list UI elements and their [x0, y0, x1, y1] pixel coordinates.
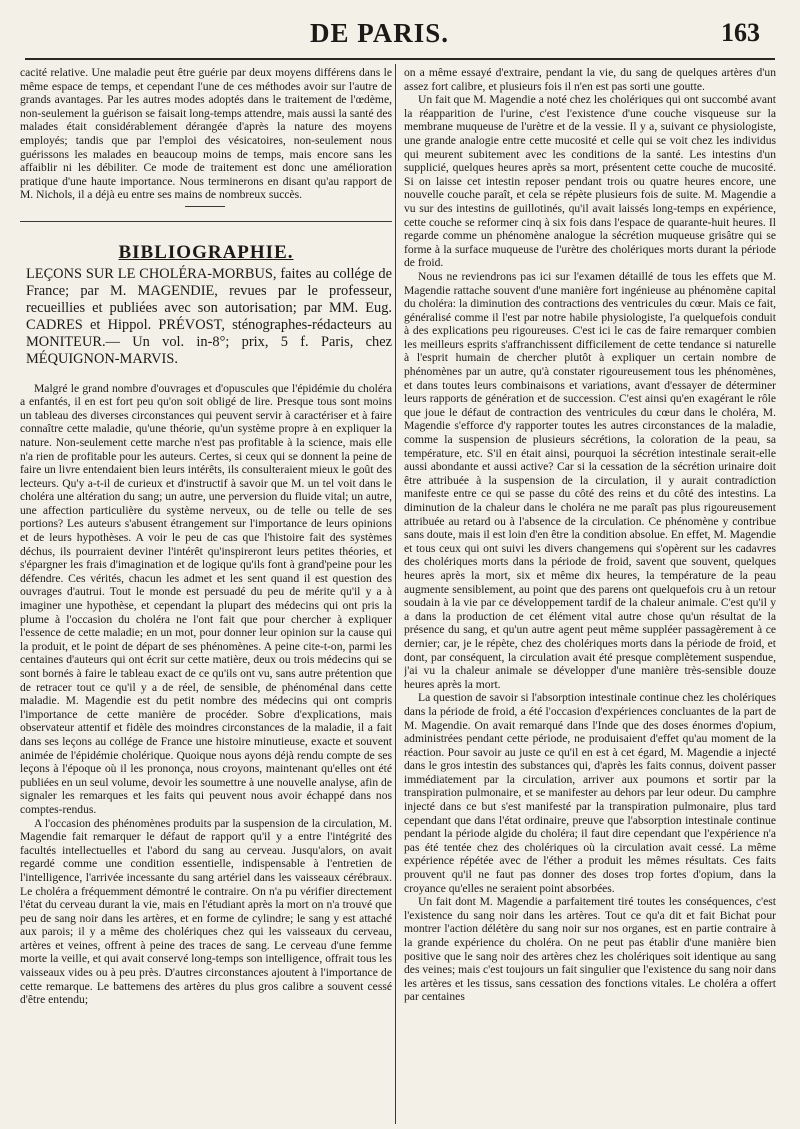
page-number: 163 [721, 18, 760, 47]
section-rule [20, 221, 392, 222]
body-paragraph: on a même essayé d'extraire, pendant la vie, du sang de quelques artères d'un assez fort calibre, et plusieurs fois il n'en est pas sorti une goutte. [404, 66, 776, 93]
body-paragraph: La question de savoir si l'absorption intestinale continue chez les cholériques dans la période de froid, a été l'occasion d'expériences concluantes de la part de M. Magendie. On avait remarqué dans l'Inde que des doses énormes d'opium, administrées pendant cette période, ne produisaient d'effet qu'au moment de la réaction. Pour savoir au juste ce qu'il en est à cet égard, M. Magendie a injecté dans le gros intestin des substances qui, d'après les faits connus, doivent passer immédiatement par la circulation, arriver aux poumons et sortir par la transpiration pulmonaire, et se manifester au dehors par leur odeur. Du camphre injecté dans ce but s'est manifesté par la transpiration pulmonaire, plus tard cependant que dans l'état ordinaire, preuve que l'absorption intestinale continue pendant la période algide du choléra; il faut dire cependant que l'expérience n'a pas été tentée chez des cholériques où la circulation avait cessé. La même expérience répétée avec de l'éther a produit les mêmes résultats. Ces faits prouvent qu'il ne faut pas donner des doses trop fortes d'opium, dans la croyance qu'elles ne seraient point absorbées. [404, 691, 776, 895]
column-divider [395, 64, 396, 1124]
intro-paragraph: cacité relative. Une maladie peut être guérie par deux moyens différens dans le même espace de temps, et cependant l'une de ces méthodes avoir sur l'autre de grands avantages. Par les autres modes adoptés dans le traitement de l'œdème, non-seulement la guérison se faisait long-temps attendre, mais aussi la santé des malades était considérablement dérangée d'après la nature des moyens employés; tandis que par l'emploi des vésicatoires, non-seulement nous guérissons les malades en beaucoup moins de temps, mais encore sans les affaiblir ni les débiliter. Ce mode de traitement est donc une amélioration pratique d'une haute importance. Nous terminerons en disant qu'au rapport de M. Nichols, il a déjà eu entre ses mains de nombreux succès. [20, 66, 392, 202]
masthead: DE PARIS. [310, 18, 450, 48]
short-divider [185, 206, 225, 207]
book-title: LEÇONS SUR LE CHOLÉRA-MORBUS, faites au collége de France; par M. MAGENDIE, revues par le professeur, recueillies et publiées avec son autorisation; par MM. Eug. CADRES et Hippol. PRÉVOST, sténographes-rédacteurs au MONITEUR.— Un vol. in-8°; prix, 5 f. Paris, chez MÉQUIGNON-MARVIS. [26, 265, 392, 367]
right-column [404, 66, 776, 1126]
body-paragraph: Un fait que M. Magendie a noté chez les cholériques qui ont succombé avant la réapparition de l'urine, c'est l'existence d'une couche visqueuse sur la membrane muqueuse de l'urètre et de la vessie. Il y a, suivant ce physiologiste, une grande analogie entre cette mucosité et celle qui se voit chez les individus qui meurent subitement avec les conditions de la santé. Les intestins d'un supplicié, quelques heures après sa mort, présentent cette couche de mucosité. Si on laisse cet intestin reposer pendant trois ou quatre heures encore, une nouvelle couche paraît, et cela se répète plusieurs fois de suite. M. Magendie a vu sur des intestins de guillotinés, qu'il avait laissés long-temps en expérience, cette couche se reformer cinq à six fois dans l'espace de quarante-huit heures. Il regarde comme un phénomène analogue la sécrétion muqueuse grisâtre qui se forme à la surface muqueuse de l'urètre des cholériques morts durant la période de froid. [404, 93, 776, 270]
body-paragraph: Malgré le grand nombre d'ouvrages et d'opuscules que l'épidémie du choléra a enfantés, il en est fort peu qu'on soit obligé de lire. Presque tous sont moins un tableau des diverses circonstances qui peuvent servir à caractériser et à faire connaître cette maladie, qu'une théorie, qu'un système propre à en expliquer la nature. Non-seulement cette marche n'est pas profitable à la science, mais elle n'a rien de profitable pour les auteurs. Certes, si ceux qui se donnent la peine de faire un livre entendaient bien leurs intérêts, ils consulteraient mieux le goût des lecteurs. Qu'y a-t-il de curieux et d'instructif à savoir que M. un tel voit dans le choléra une altération du sang; un autre, une perversion du fluide vital; un autre, une affection particulière du système nerveux, ou de telle ou telle de ses portions? Les auteurs s'abusent étrangement sur l'importance de leurs opinions et de leurs hypothèses. A voir le peu de cas que l'histoire fait des systèmes déchus, ils pourraient deviner l'intérêt qu'inspireront leurs petites théories, et s'épargner les frais d'imagination et de logique qu'ils font à grand'peine pour les défendre. Ces vérités, chacun les admet et les sent quand il est question des ouvrages d'autrui. Tout le monde est persuadé du peu de mérite qu'il y a à imaginer une hypothèse, et cependant la plupart des médecins qui ont pris la plume à l'occasion du choléra ne l'ont fait que pour chercher à expliquer l'essence de cette maladie; en un mot, pour donner leur opinion sur la cause qui la produit, et le point de départ de ses phénomènes. A peine cite-t-on, parmi les centaines d'auteurs qui ont écrit sur cette matière, deux ou trois médecins qui se sont bornés à faire le tableau exact de ce qu'ils ont vu, sans autre prétention que de retracer tout ce qu'il y a de réel, de sensible, de phénoménal dans cette maladie. M. Magendie est du petit nombre des médecins qui ont compris l'importance de cette manière de procéder. Sobre d'explications, mais observateur attentif et fidèle des moindres circonstances de la maladie, il a fait dans ses leçons au collége de France une histoire minutieuse, exacte et souvent animée de l'épidémie cholérique. Quoique nous ayons déjà rendu compte de ses leçons à l'époque où il les prononça, nous croyons, maintenant qu'elles ont été publiées en un seul volume, devoir les soumettre à une nouvelle analyse, afin de signaler les remarques et les faits qui peuvent nous avoir échappé dans nos comptes-rendus. [20, 381, 392, 816]
body-paragraph: Un fait dont M. Magendie a parfaitement tiré toutes les conséquences, c'est l'existence du sang noir dans les artères. Tout ce qu'a dit et fait Bichat pour montrer l'action délétère du sang noir sur nos organes, est en partie contraire à la grande expérience du choléra. On ne peut pas établir d'une manière bien positive que le sang noir des artères chez les cholériques soit identique au sang des veines; mais c'est toujours un fait singulier que l'existence du sang noir dans les artères et les tissus, sans cessation des fonctions vitales. Le choléra a offert par centaines [404, 895, 776, 1004]
body-paragraph: Nous ne reviendrons pas ici sur l'examen détaillé de tous les effets que M. Magendie rattache souvent d'une manière fort ingénieuse au phénomène capital du choléra: la diminution des contractions des ventricules du cœur. Mais ce fait, généralisé comme il l'est par notre habile physiologiste, l'a quelquefois conduit à des explications peu rigoureuses. C'est ici le cas de faire remarquer combien les meilleurs esprits s'affranchissent difficilement de cette tendance si naturelle à l'esprit humain de chercher plutôt à expliquer un certain nombre de phénomènes par un autre, qu'à constater rigoureusement tous les phénomènes, et dans toutes leurs combinaisons et variations, avant d'essayer de déterminer leurs rapports de génération et de succession. C'est ainsi qu'en exagérant le rôle que joue le défaut de contraction des ventricules du cœur dans le choléra, M. Magendie s'efforce d'y rapporter toutes les autres circonstances de la maladie, comme la suspension de plusieurs sécrétions, la coloration de la peau, sa température, etc. S'il en était ainsi, pourquoi la sécrétion intestinale serait-elle aussi abondante et aussi active? Car si la cessation de la sécrétion urinaire doit être attribuée à la suspension de la circulation, il y aurait contradiction manifeste entre ce qui se passe du côté des reins et du côté des intestins. La diminution de la chaleur dans le choléra ne me paraît pas plus rigoureusement attribuée au retard ou à l'absence de la circulation. Ce phénomène y contribue sans doute, mais il est loin d'en être la condition absolue. En effet, M. Magendie et tous ceux qui ont suivi les divers changemens qui s'opèrent sur les cadavres des cholériques morts dans la période de froid, savent que souvent, quelques heures après la mort, six et même dix heures, la température de la peau augmente sensiblement, au point que des parens ont quelquefois cru à un retour soudain à la vie par ce développement tardif de la chaleur animale. C'est qu'il y a dans la production de cet élément vital autre chose qu'un résultat de la présence du sang, et qu'un autre agent peut même suppléer passagèrement à ce dernier; car, je le répète, chez des cholériques morts dans la période de froid, et dont, par conséquent, la circulation avait été presque complètement suspendue, j'ai vu la chaleur animale se développer d'une manière très-sensible douze heures après la mort. [404, 269, 776, 691]
header-rule [25, 58, 775, 60]
body-paragraph: A l'occasion des phénomènes produits par la suspension de la circulation, M. Magendie fait remarquer le défaut de rapport qu'il y a entre l'intégrité des facultés intellectuelles et l'abord du sang au cerveau. Jusqu'alors, on avait regardé comme une condition essentielle, indispensable à l'entretien de l'intelligence, l'arrivée incessante du sang artériel dans les vaisseaux cérébraux. Le choléra a fréquemment démontré le contraire. On n'a pu vérifier directement l'état du cerveau durant la vie, mais en l'étudiant après la mort on n'a trouvé que peu de sang noir dans les artères, et en forme de cylindre; le sang y est attaché aux parois; il y a même des cholériques chez qui les vaisseaux du cerveau, artères et veines, offrent à peine des traces de sang. Le cerveau d'une femme morte la veille, et qui avait conservé long-temps son intelligence, offrait tous les vaisseaux vides ou à peu près. D'autres circonstances ajoutent à l'importance de cette remarque. Le battemens des artères du plus gros calibre a souvent cessé d'être entendu; [20, 816, 392, 1007]
section-title: BIBLIOGRAPHIE. [118, 241, 294, 263]
page-header [0, 0, 800, 58]
left-column [20, 66, 392, 1126]
